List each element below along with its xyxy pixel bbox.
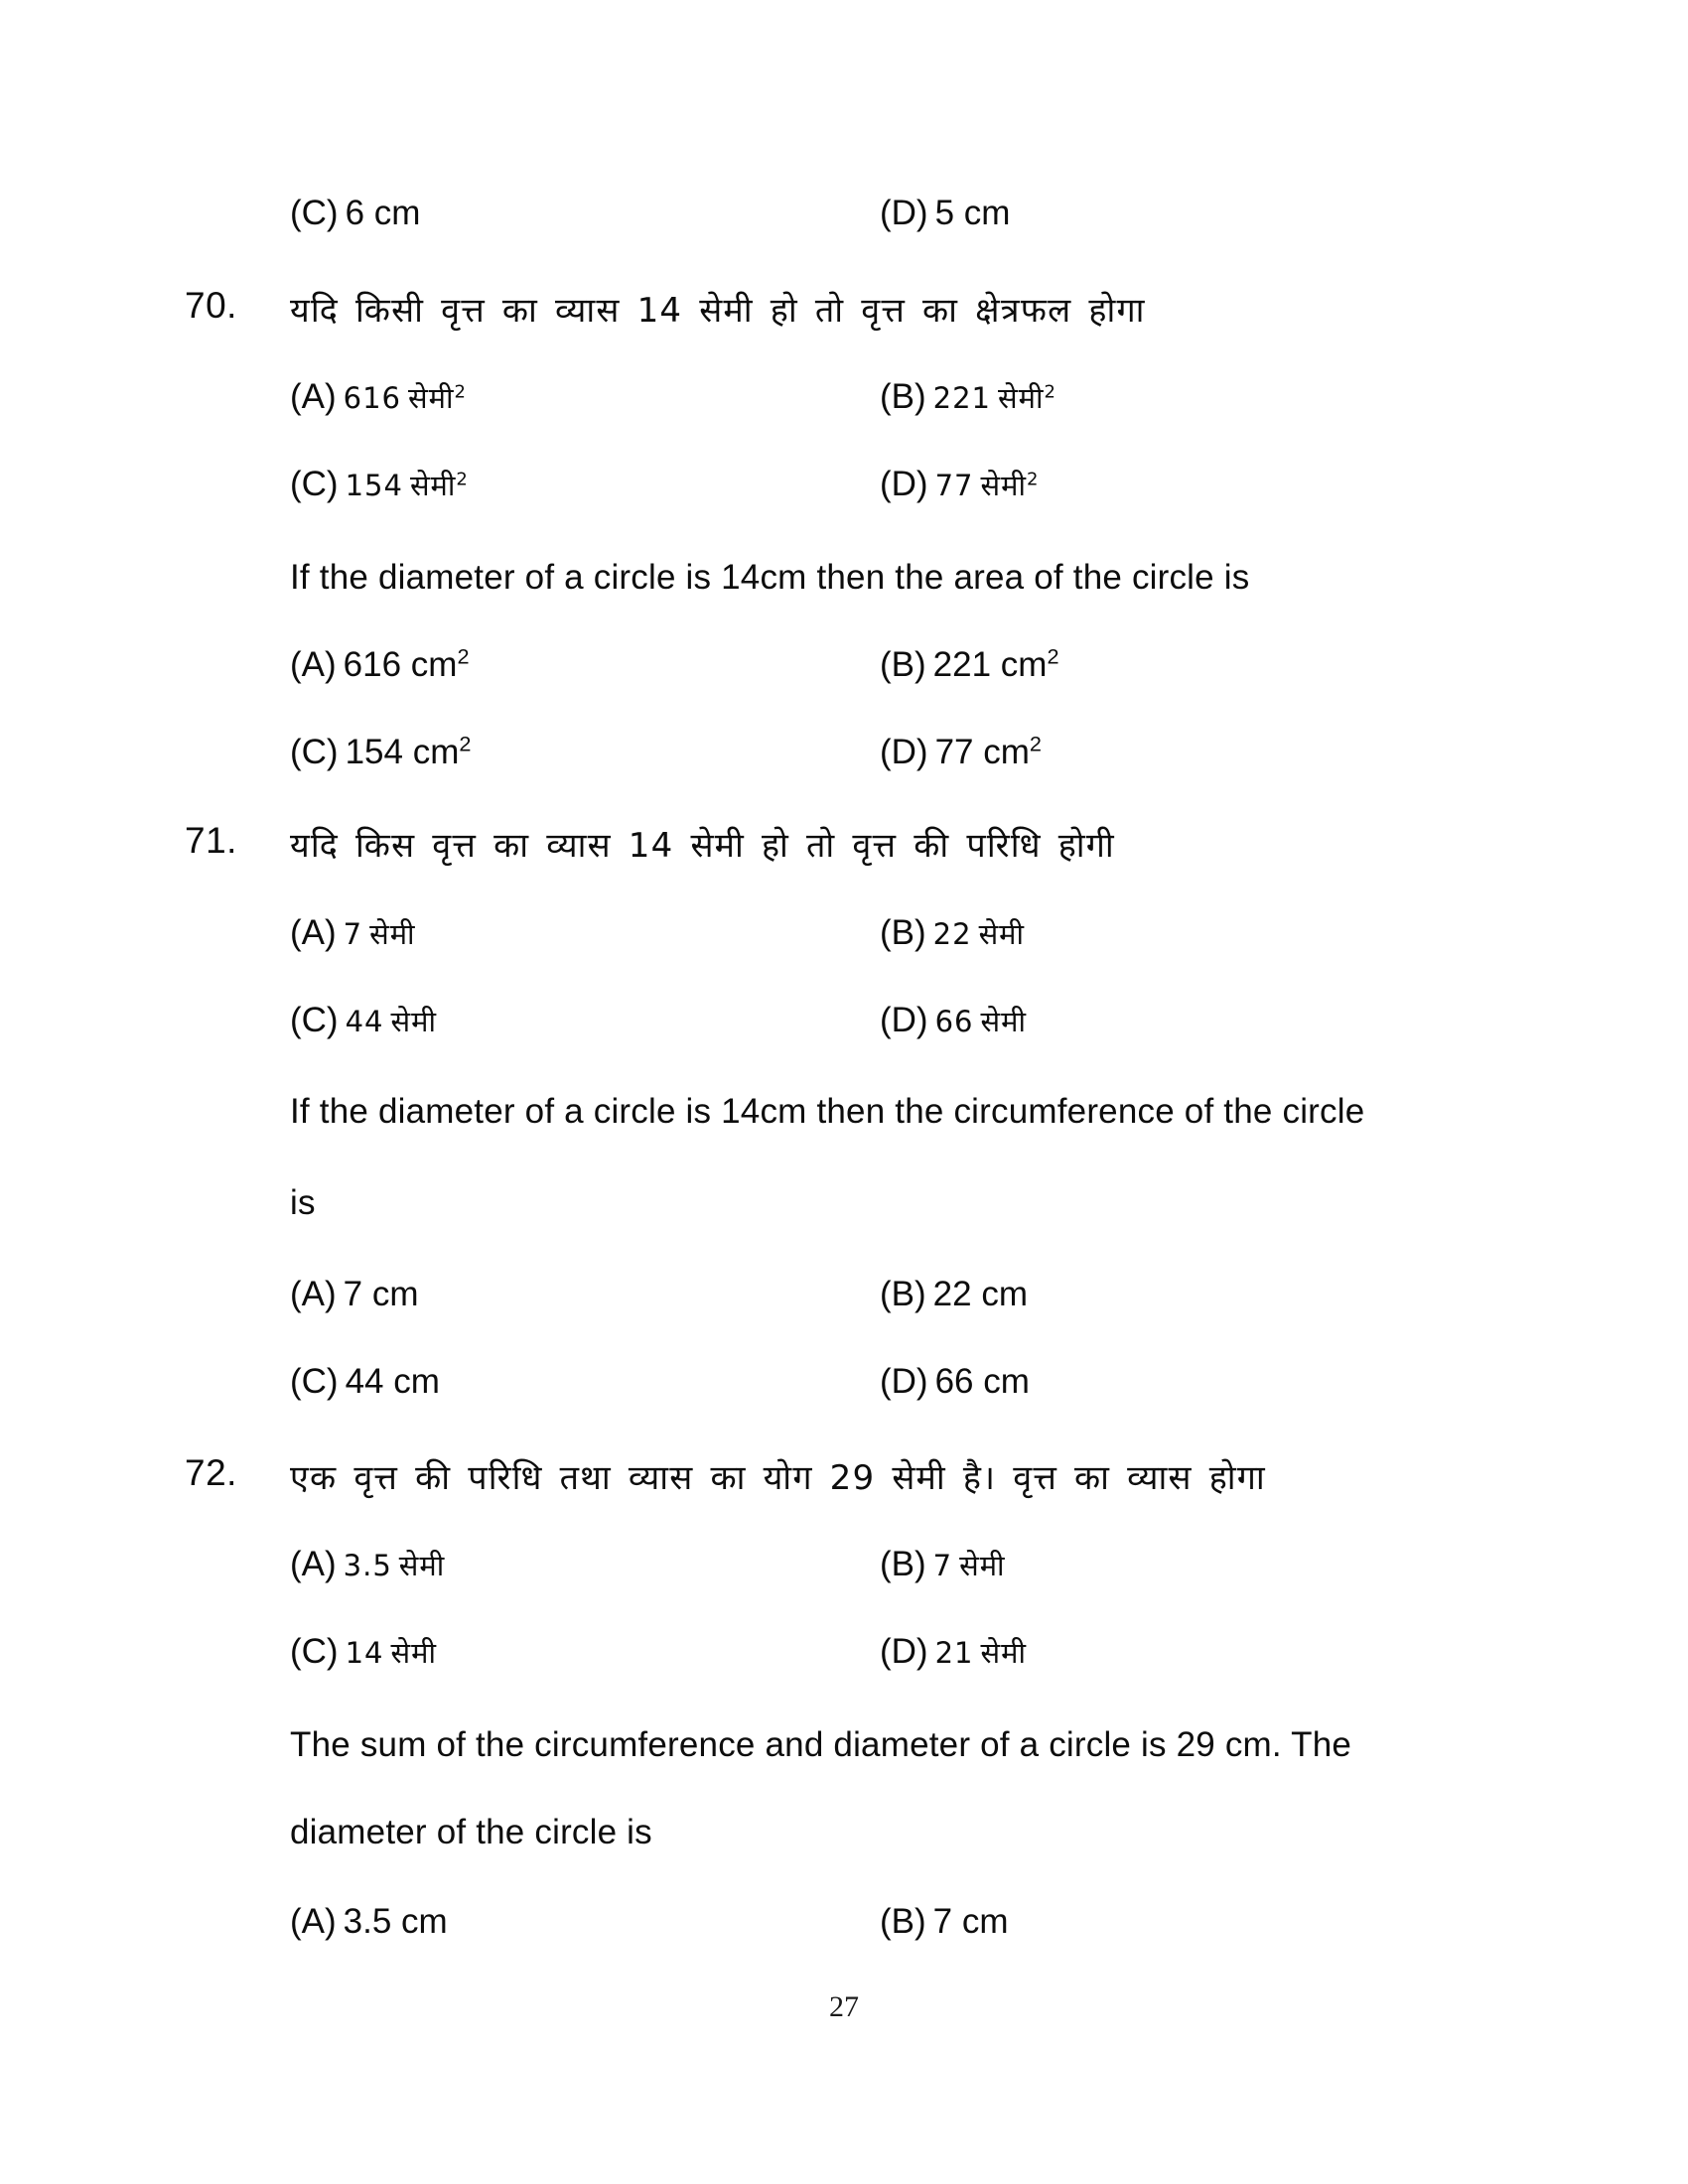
option-number: 616 (343, 381, 402, 415)
option-label: (D) (880, 1001, 928, 1039)
option-unit: cm (1000, 645, 1048, 684)
option-label: (C) (290, 194, 339, 232)
option-number: 3.5 (343, 1902, 392, 1941)
option-number: 221 (932, 645, 992, 684)
question-72-english-text: The sum of the circumference and diameter of a circle is 29 cm. The (290, 1725, 1352, 1764)
option-label: (B) (880, 645, 926, 684)
question-71-english-option-d (880, 1362, 1030, 1402)
option-number: 77 (934, 733, 974, 771)
question-70-english-option-b (880, 645, 1059, 685)
question-71-hindi-text: यदि किस वृत्त का व्यास 14 सेमी हो तो वृत्त की परिधि होगी (290, 826, 1115, 866)
question-72-hindi-option-b (880, 1545, 1006, 1584)
question-70-english-option-a (290, 645, 470, 685)
option-value (935, 469, 1040, 502)
question-70-english-option-d (880, 733, 1042, 772)
question-71-hindi-option-b (880, 913, 1025, 953)
option-value (346, 733, 472, 771)
question-72-english-option-a (290, 1902, 448, 1942)
option-number: 14 (345, 1636, 384, 1670)
option-superscript: 2 (1026, 469, 1040, 490)
option-unit: सेमी (398, 1549, 446, 1582)
option-label: (B) (880, 913, 926, 952)
option-unit: सेमी (980, 1005, 1027, 1038)
option-label: (D) (880, 194, 928, 232)
option-value (933, 381, 1056, 415)
question-71-english-option-c (290, 1362, 440, 1402)
option-label: (C) (290, 1632, 339, 1671)
option-superscript: 2 (1044, 381, 1056, 403)
option-number: 22 (932, 917, 972, 951)
question-71-english-text-line2: is (290, 1183, 316, 1222)
option-label: (B) (880, 377, 926, 416)
option-unit: cm (983, 1362, 1030, 1401)
option-number: 154 (345, 733, 403, 771)
carryover-option-d (880, 194, 1010, 233)
option-label: (A) (290, 1902, 337, 1941)
option-unit: cm (412, 733, 460, 771)
option-label: (D) (880, 733, 928, 771)
option-superscript: 2 (457, 643, 470, 669)
option-label: (A) (290, 645, 337, 684)
option-number: 44 (345, 1005, 384, 1038)
option-value (344, 917, 416, 951)
option-label: (A) (290, 913, 337, 952)
option-value (344, 1275, 419, 1313)
option-value (933, 1902, 1009, 1941)
option-number: 22 (932, 1275, 972, 1313)
option-unit: cm (401, 1902, 448, 1941)
option-value (933, 645, 1059, 684)
option-unit: cm (983, 733, 1030, 771)
option-value (344, 1549, 446, 1582)
option-value (935, 1636, 1027, 1670)
option-value (935, 1362, 1030, 1401)
option-value (344, 645, 470, 684)
option-value (344, 1902, 448, 1941)
option-unit: cm (393, 1362, 440, 1401)
option-label: (D) (880, 465, 928, 503)
question-number-70: 70. (185, 285, 237, 326)
option-number: 3.5 (343, 1549, 392, 1582)
option-unit: cm (410, 645, 458, 684)
option-label: (A) (290, 377, 337, 416)
option-value (344, 381, 467, 415)
option-label: (C) (290, 733, 339, 771)
option-label: (D) (880, 1362, 928, 1401)
question-71-english-option-b (880, 1275, 1028, 1314)
option-unit: सेमी (409, 469, 457, 502)
option-label: (B) (880, 1545, 926, 1583)
option-superscript: 2 (1047, 643, 1059, 669)
question-72-hindi-text: एक वृत्त की परिधि तथा व्यास का योग 29 सेमी है। वृत्त का व्यास होगा (290, 1458, 1266, 1498)
option-number: 77 (934, 469, 974, 502)
option-number: 66 (934, 1005, 974, 1038)
option-value (346, 1636, 437, 1670)
option-number: 44 (345, 1362, 384, 1401)
question-71-hindi-option-a (290, 913, 416, 953)
option-unit: सेमी (390, 1636, 437, 1670)
carryover-option-c (290, 194, 420, 233)
question-number-71: 71. (185, 820, 237, 861)
option-label: (C) (290, 1362, 339, 1401)
option-value: 6 cm (345, 194, 421, 232)
option-value: 5 cm (934, 194, 1011, 232)
option-number: 154 (345, 469, 403, 502)
option-unit: cm (961, 1902, 1009, 1941)
option-number: 66 (934, 1362, 974, 1401)
option-label: (B) (880, 1275, 926, 1313)
option-unit: सेमी (998, 381, 1045, 415)
question-70-english-option-c (290, 733, 471, 772)
question-71-english-option-a (290, 1275, 419, 1314)
option-superscript: 2 (454, 381, 467, 403)
option-label: (D) (880, 1632, 928, 1671)
question-70-english-text: If the diameter of a circle is 14cm then the area of the circle is (290, 558, 1250, 597)
question-72-english-option-b (880, 1902, 1009, 1942)
option-unit: सेमी (980, 469, 1027, 502)
option-value (933, 1275, 1028, 1313)
option-number: 7 (932, 1902, 953, 1941)
question-70-hindi-option-a (290, 377, 467, 417)
question-number-72: 72. (185, 1452, 237, 1493)
option-value (346, 1005, 437, 1038)
option-unit: सेमी (408, 381, 455, 415)
option-unit: cm (371, 1275, 419, 1313)
option-number: 7 (343, 1275, 363, 1313)
option-unit: cm (981, 1275, 1028, 1313)
option-label: (A) (290, 1545, 337, 1583)
option-label: (C) (290, 465, 339, 503)
option-number: 221 (932, 381, 992, 415)
option-superscript: 2 (459, 731, 472, 756)
option-superscript: 2 (1029, 731, 1042, 756)
option-value (935, 1005, 1027, 1038)
option-value (933, 917, 1025, 951)
option-unit: सेमी (978, 917, 1026, 951)
question-72-hindi-option-a (290, 1545, 445, 1584)
option-number: 7 (932, 1549, 953, 1582)
question-71-english-text: If the diameter of a circle is 14cm then the circumference of the circle (290, 1092, 1365, 1131)
option-unit: सेमी (369, 917, 416, 951)
question-70-hindi-option-b (880, 377, 1056, 417)
option-unit: सेमी (959, 1549, 1006, 1582)
question-70-hindi-text: यदि किसी वृत्त का व्यास 14 सेमी हो तो वृत्त का क्षेत्रफल होगा (290, 291, 1146, 331)
option-value (935, 733, 1042, 771)
page-number: 27 (829, 1990, 859, 2023)
option-value (346, 1362, 440, 1401)
option-unit: सेमी (980, 1636, 1027, 1670)
option-number: 616 (343, 645, 402, 684)
option-value (933, 1549, 1006, 1582)
option-number: 7 (343, 917, 363, 951)
option-unit: सेमी (390, 1005, 437, 1038)
option-number: 21 (934, 1636, 974, 1670)
option-label: (C) (290, 1001, 339, 1039)
option-value (346, 469, 469, 502)
question-71-hindi-option-d (880, 1001, 1027, 1040)
option-label: (B) (880, 1902, 926, 1941)
question-70-hindi-option-d (880, 465, 1039, 504)
question-70-hindi-option-c (290, 465, 469, 504)
question-72-hindi-option-c (290, 1632, 437, 1672)
question-71-hindi-option-c (290, 1001, 437, 1040)
question-72-english-text-line2: diameter of the circle is (290, 1813, 652, 1851)
question-72-hindi-option-d (880, 1632, 1027, 1672)
option-label: (A) (290, 1275, 337, 1313)
option-superscript: 2 (456, 469, 469, 490)
